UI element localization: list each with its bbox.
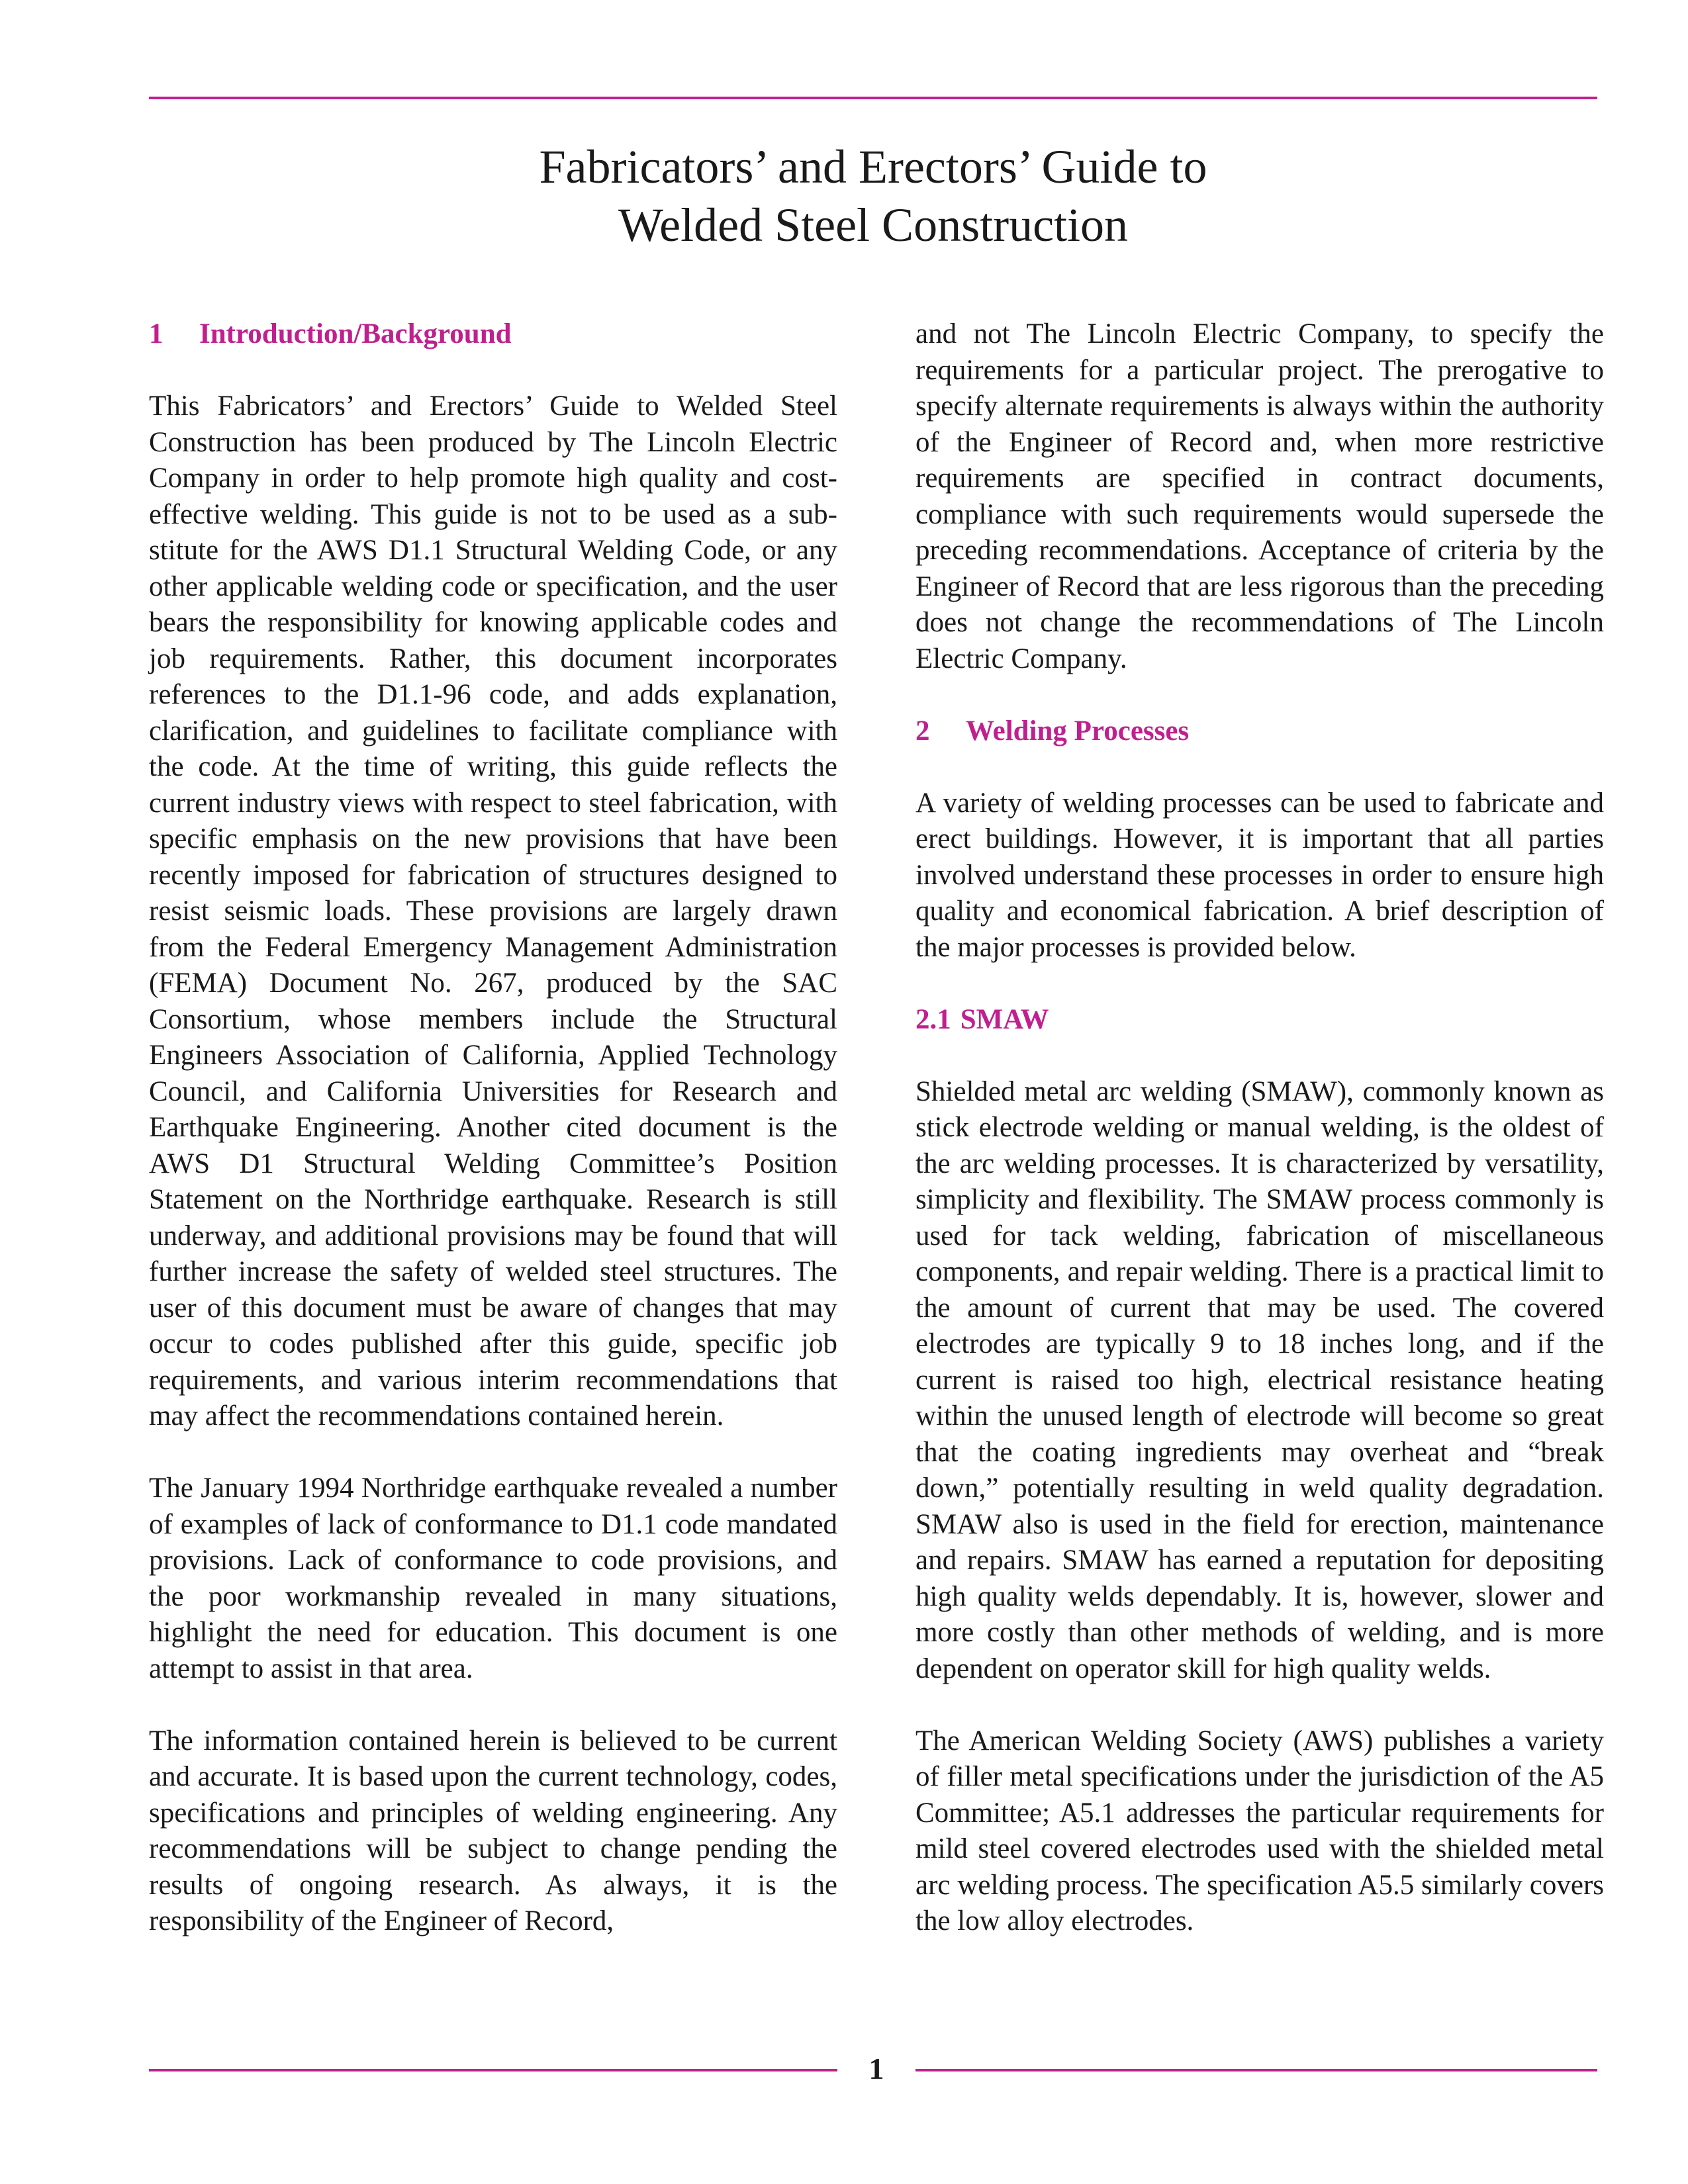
section-number: 2	[915, 715, 930, 747]
intro-paragraph-3-start: The information contained herein is believed to be current and accurate. It is based upon the current technology, codes, specifications and principles of welding engineering. Any recommendations will be subject to change pending the results of ongoing research. As always, it is the responsibility of the Engineer of Record,	[149, 1725, 837, 1936]
right-column	[915, 316, 1604, 1976]
smaw-paragraph-2: The American Welding Society (AWS) publishes a variety of filler metal specifications under the jurisdiction of the A5 Committee; A5.1 addresses the particular requirements for mild steel covered electrodes used with the shielded metal arc welding process. The specification A5.5 similarly covers the low alloy electrodes.	[915, 1725, 1604, 1936]
document-title-line-2: Welded Steel Construction	[618, 199, 1129, 251]
intro-paragraph-3-continued: and not The Lincoln Electric Company, to specify the requirements for a particular project. The prerogative to specify alternate requirements is always within the authority of the Engineer of Record and, when more restrictive requirements are specified in contract documents, compliance with such requirements would supersede the preceding recommendations. Acceptance of criteria by the Engineer of Record that are less rigorous than the preceding does not change the recommendations of The Lincoln Electric Company.	[915, 318, 1604, 674]
welding-processes-paragraph: A variety of welding processes can be used to fabricate and erect buildings. However, it is important that all parties involved understand these processes in order to ensure high quality and economical fabrication. A brief description of the major processes is provided below.	[915, 787, 1604, 963]
smaw-paragraph-1: Shielded metal arc welding (SMAW), commonly known as stick electrode welding or manual welding, is the oldest of the arc welding processes. It is characterized by versatility, simplicity and flexibility. The SMAW process commonly is used for tack welding, fabrication of miscellaneous components, and repair welding. There is a practical limit to the amount of current that may be used. The covered electrodes are typically 9 to 18 inches long, and if the current is raised too high, electrical resistance heating within the unused length of electrode will become so great that the coating ingredients may overheat and “break down,” potentially resulting in weld quality degradation. SMAW also is used in the field for erection, maintenance and repairs. SMAW has earned a reputation for depositing high quality welds dependably. It is, however, slower and more costly than other methods of welding, and is more dependent on operator skill for high quality welds.	[915, 1075, 1604, 1684]
top-rule	[149, 97, 1597, 99]
footer-rule-left	[149, 2069, 837, 2071]
section-title: Introduction/Background	[199, 318, 512, 349]
left-column	[149, 316, 837, 1976]
section-heading-welding-processes	[915, 713, 1604, 750]
section-title: Welding Processes	[966, 715, 1190, 747]
section-number: 2.1	[915, 1003, 951, 1035]
section-heading-smaw	[915, 1002, 1604, 1038]
section-title: SMAW	[960, 1003, 1049, 1035]
document-title-line-1: Fabricators’ and Erectors’ Guide to	[539, 140, 1207, 193]
intro-paragraph-2: The January 1994 Northridge earthquake revealed a number of examples of lack of conformance to D1.1 code mandated provisions. Lack of conformance to code provisions, and the poor workmanship revealed in many situations, highlight the need for education. This document is one attempt to assist in that area.	[149, 1473, 837, 1684]
section-number: 1	[149, 318, 164, 349]
page-number: 1	[868, 2052, 884, 2085]
intro-paragraph-1: This Fabricators’ and Erectors’ Guide to Welded Steel Construction has been produced by The Lincoln Electric Company in order to help promote high quality and cost-effective welding. This guide is not to be used as a substitute for the AWS D1.1 Structural Welding Code, or any other applicable welding code or specification, and the user bears the responsibility for knowing applicable codes and job requirements. Rather, this document incorporates references to the D1.1-96 code, and adds explanation, clarification, and guidelines to facilitate compliance with the code. At the time of writing, this guide reflects the current industry views with respect to steel fabrication, with specific emphasis on the new provisions that have been recently imposed for fabrication of structures designed to resist seismic loads. These provisions are largely drawn from the Federal Emergency Management Administration (FEMA) Document No. 267, produced by the SAC Consortium, whose members include the Structural Engineers Association of California, Applied Technology Council, and California Universities for Research and Earthquake Engineering. Another cited document is the AWS D1 Structural Welding Committee’s Position Statement on the Northridge earthquake. Research is still underway, and additional provisions may be found that will further increase the safety of welded steel structures. The user of this document must be aware of changes that may occur to codes published after this guide, specific job requirements, and various interim recommendations that may affect the recommendations contained herein.	[149, 390, 837, 1432]
document-title	[149, 138, 1597, 254]
section-heading-introduction	[149, 316, 837, 353]
footer-rule-right	[915, 2069, 1597, 2071]
